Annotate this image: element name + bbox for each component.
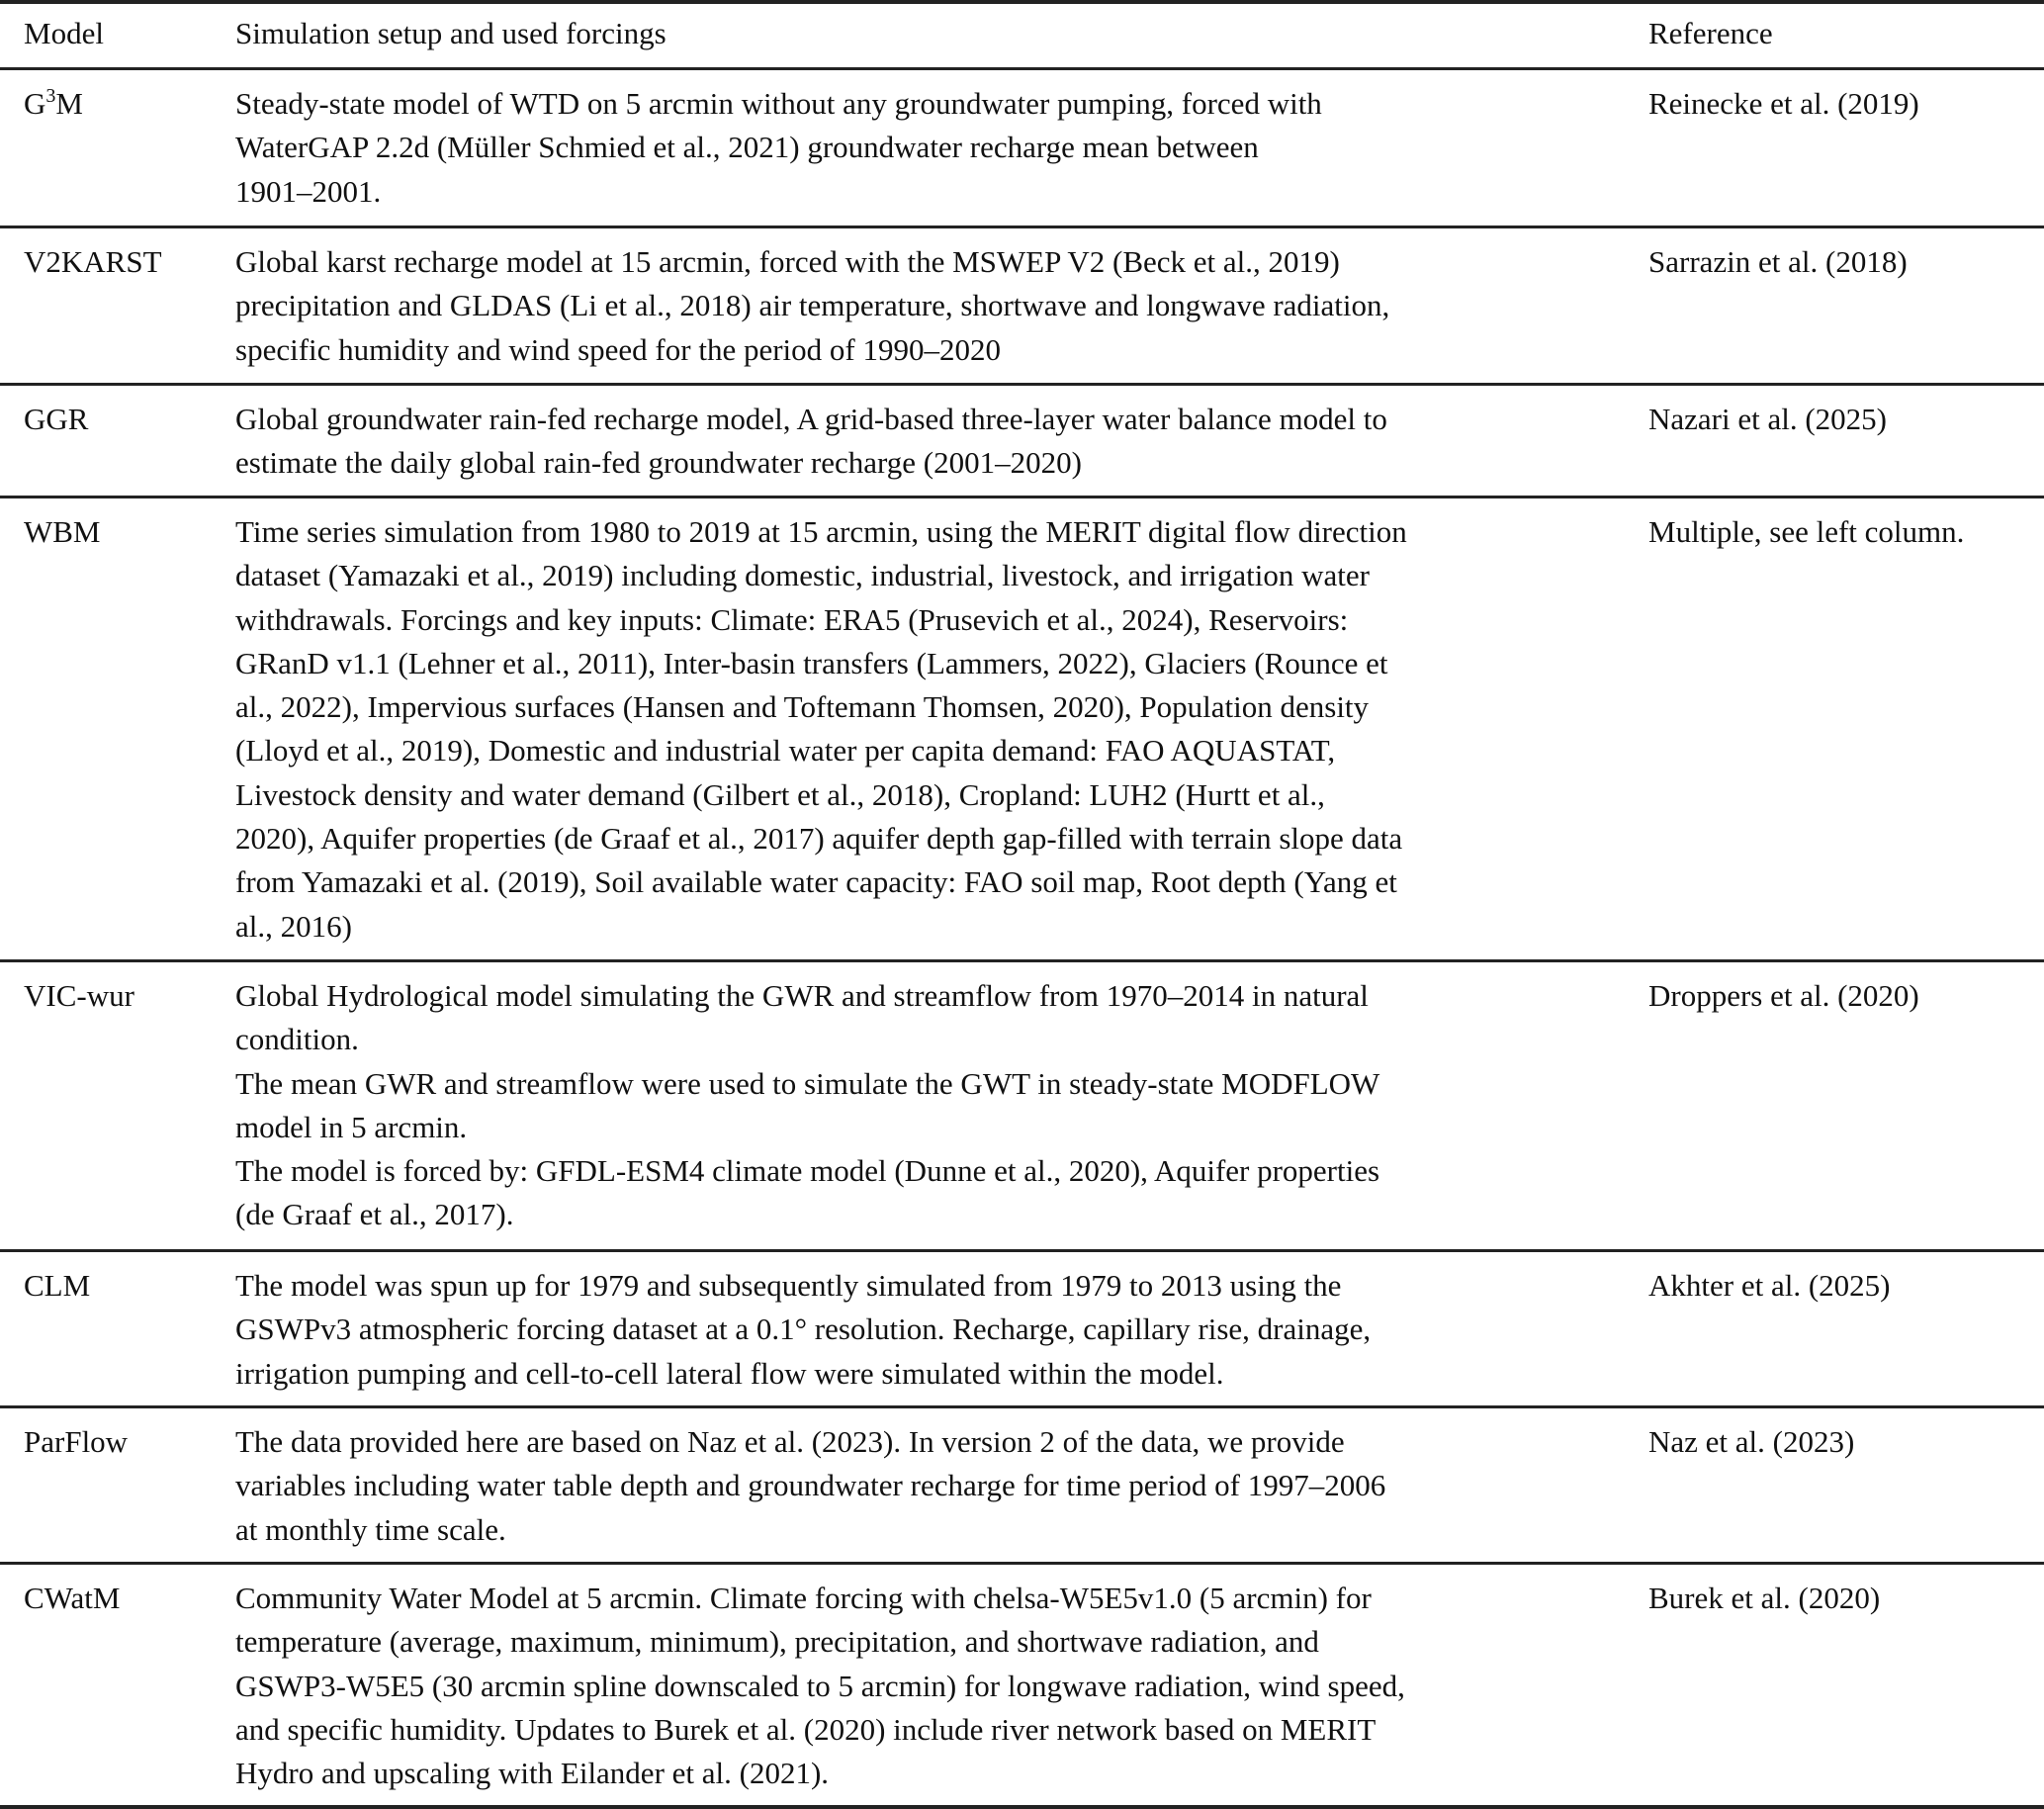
description-line: Hydro and upscaling with Eilander et al. (2021). [235,1756,830,1791]
row-divider [0,226,2044,228]
model-description [235,82,1322,214]
model-name [24,82,83,126]
row-divider [0,1405,2044,1408]
description-line: The model is forced by: GFDL-ESM4 climate model (Dunne et al., 2020), Aquifer properties [235,1153,1380,1189]
model-reference: Akhter et al. (2025) [1648,1268,1891,1303]
description-line: (Lloyd et al., 2019), Domestic and industrial water per capita demand: FAO AQUASTAT, [235,733,1336,769]
header-model: Model [24,16,104,50]
model-reference: Droppers et al. (2020) [1648,978,1919,1013]
description-line: irrigation pumping and cell-to-cell lateral flow were simulated within the model. [235,1355,1224,1391]
description-line: at monthly time scale. [235,1511,506,1547]
model-description [235,1420,1385,1552]
description-line: precipitation and GLDAS (Li et al., 2018) air temperature, shortwave and longwave radiation, [235,288,1390,323]
model-name-base: G [24,86,46,121]
description-line: al., 2022), Impervious surfaces (Hansen and Toftemann Thomsen, 2020), Population density [235,689,1370,725]
description-line: (de Graaf et al., 2017). [235,1197,514,1232]
description-line: 1901–2001. [235,173,382,209]
description-line: Community Water Model at 5 arcmin. Climate forcing with chelsa-W5E5v1.0 (5 arcmin) for [235,1581,1372,1615]
model-name: V2KARST [24,244,162,279]
model-description [235,1264,1371,1396]
row-divider [0,496,2044,498]
description-line: from Yamazaki et al. (2019), Soil available water capacity: FAO soil map, Root depth (Yang et [235,864,1397,900]
description-line: The model was spun up for 1979 and subsequently simulated from 1979 to 2013 using the [235,1268,1342,1303]
description-line: GSWPv3 atmospheric forcing dataset at a 0.1° resolution. Recharge, capillary rise, drainage, [235,1312,1372,1347]
model-name: GGR [24,402,89,436]
model-reference: Sarrazin et al. (2018) [1648,244,1908,279]
model-description [235,974,1379,1237]
model-reference: Reinecke et al. (2019) [1648,86,1919,121]
description-line: Global Hydrological model simulating the GWR and streamflow from 1970–2014 in natural [235,978,1369,1013]
model-name: VIC-wur [24,978,134,1013]
description-line: condition. [235,1022,359,1057]
header-reference: Reference [1648,16,1773,50]
description-line: dataset (Yamazaki et al., 2019) including domestic, industrial, livestock, and irrigation water [235,558,1370,593]
description-line: WaterGAP 2.2d (Müller Schmied et al., 2021) groundwater recharge mean between [235,130,1259,165]
model-description [235,398,1387,486]
description-line: The mean GWR and streamflow were used to simulate the GWT in steady-state MODFLOW [235,1065,1380,1101]
row-divider [0,1562,2044,1565]
description-line: and specific humidity. Updates to Burek et al. (2020) include river network based on MERIT [235,1711,1377,1747]
header-description: Simulation setup and used forcings [235,16,667,50]
header-rule [0,67,2044,70]
description-line: Steady-state model of WTD on 5 arcmin without any groundwater pumping, forced with [235,86,1322,121]
model-reference: Multiple, see left column. [1648,514,1965,549]
model-name: ParFlow [24,1424,129,1459]
model-name-superscript: 3 [45,85,56,107]
description-line: estimate the daily global rain-fed groundwater recharge (2001–2020) [235,445,1082,481]
model-name: CLM [24,1268,91,1303]
description-line: The data provided here are based on Naz et al. (2023). In version 2 of the data, we provide [235,1424,1345,1459]
description-line: 2020), Aquifer properties (de Graaf et al., 2017) aquifer depth gap-filled with terrain slope data [235,821,1403,857]
description-line: specific humidity and wind speed for the period of 1990–2020 [235,331,1001,367]
table-bottom-rule [0,1805,2044,1809]
model-description [235,1577,1405,1795]
model-description [235,240,1389,372]
model-name: CWatM [24,1581,121,1615]
description-line: al., 2016) [235,908,352,944]
model-reference: Nazari et al. (2025) [1648,402,1887,436]
row-divider [0,959,2044,962]
description-line: GRanD v1.1 (Lehner et al., 2011), Inter-basin transfers (Lammers, 2022), Glaciers (Rounce et [235,645,1388,680]
description-line: Time series simulation from 1980 to 2019 at 15 arcmin, using the MERIT digital flow direction [235,514,1407,549]
description-line: Livestock density and water demand (Gilbert et al., 2018), Cropland: LUH2 (Hurtt et al., [235,776,1325,812]
row-divider [0,383,2044,386]
model-description [235,510,1407,949]
row-divider [0,1249,2044,1252]
model-name: WBM [24,514,101,549]
description-line: temperature (average, maximum, minimum), precipitation, and shortwave radiation, and [235,1624,1319,1660]
table-top-rule [0,0,2044,4]
description-line: Global groundwater rain-fed recharge model, A grid-based three-layer water balance model to [235,402,1387,436]
description-line: GSWP3-W5E5 (30 arcmin spline downscaled to 5 arcmin) for longwave radiation, wind speed, [235,1668,1405,1703]
model-reference: Burek et al. (2020) [1648,1581,1881,1615]
model-name-rest: M [55,86,83,121]
description-line: Global karst recharge model at 15 arcmin, forced with the MSWEP V2 (Beck et al., 2019) [235,244,1340,279]
description-line: variables including water table depth and groundwater recharge for time period of 1997–2006 [235,1468,1386,1503]
description-line: withdrawals. Forcings and key inputs: Climate: ERA5 (Prusevich et al., 2024), Reservoirs: [235,601,1349,637]
model-reference: Naz et al. (2023) [1648,1424,1855,1459]
description-line: model in 5 arcmin. [235,1109,468,1144]
